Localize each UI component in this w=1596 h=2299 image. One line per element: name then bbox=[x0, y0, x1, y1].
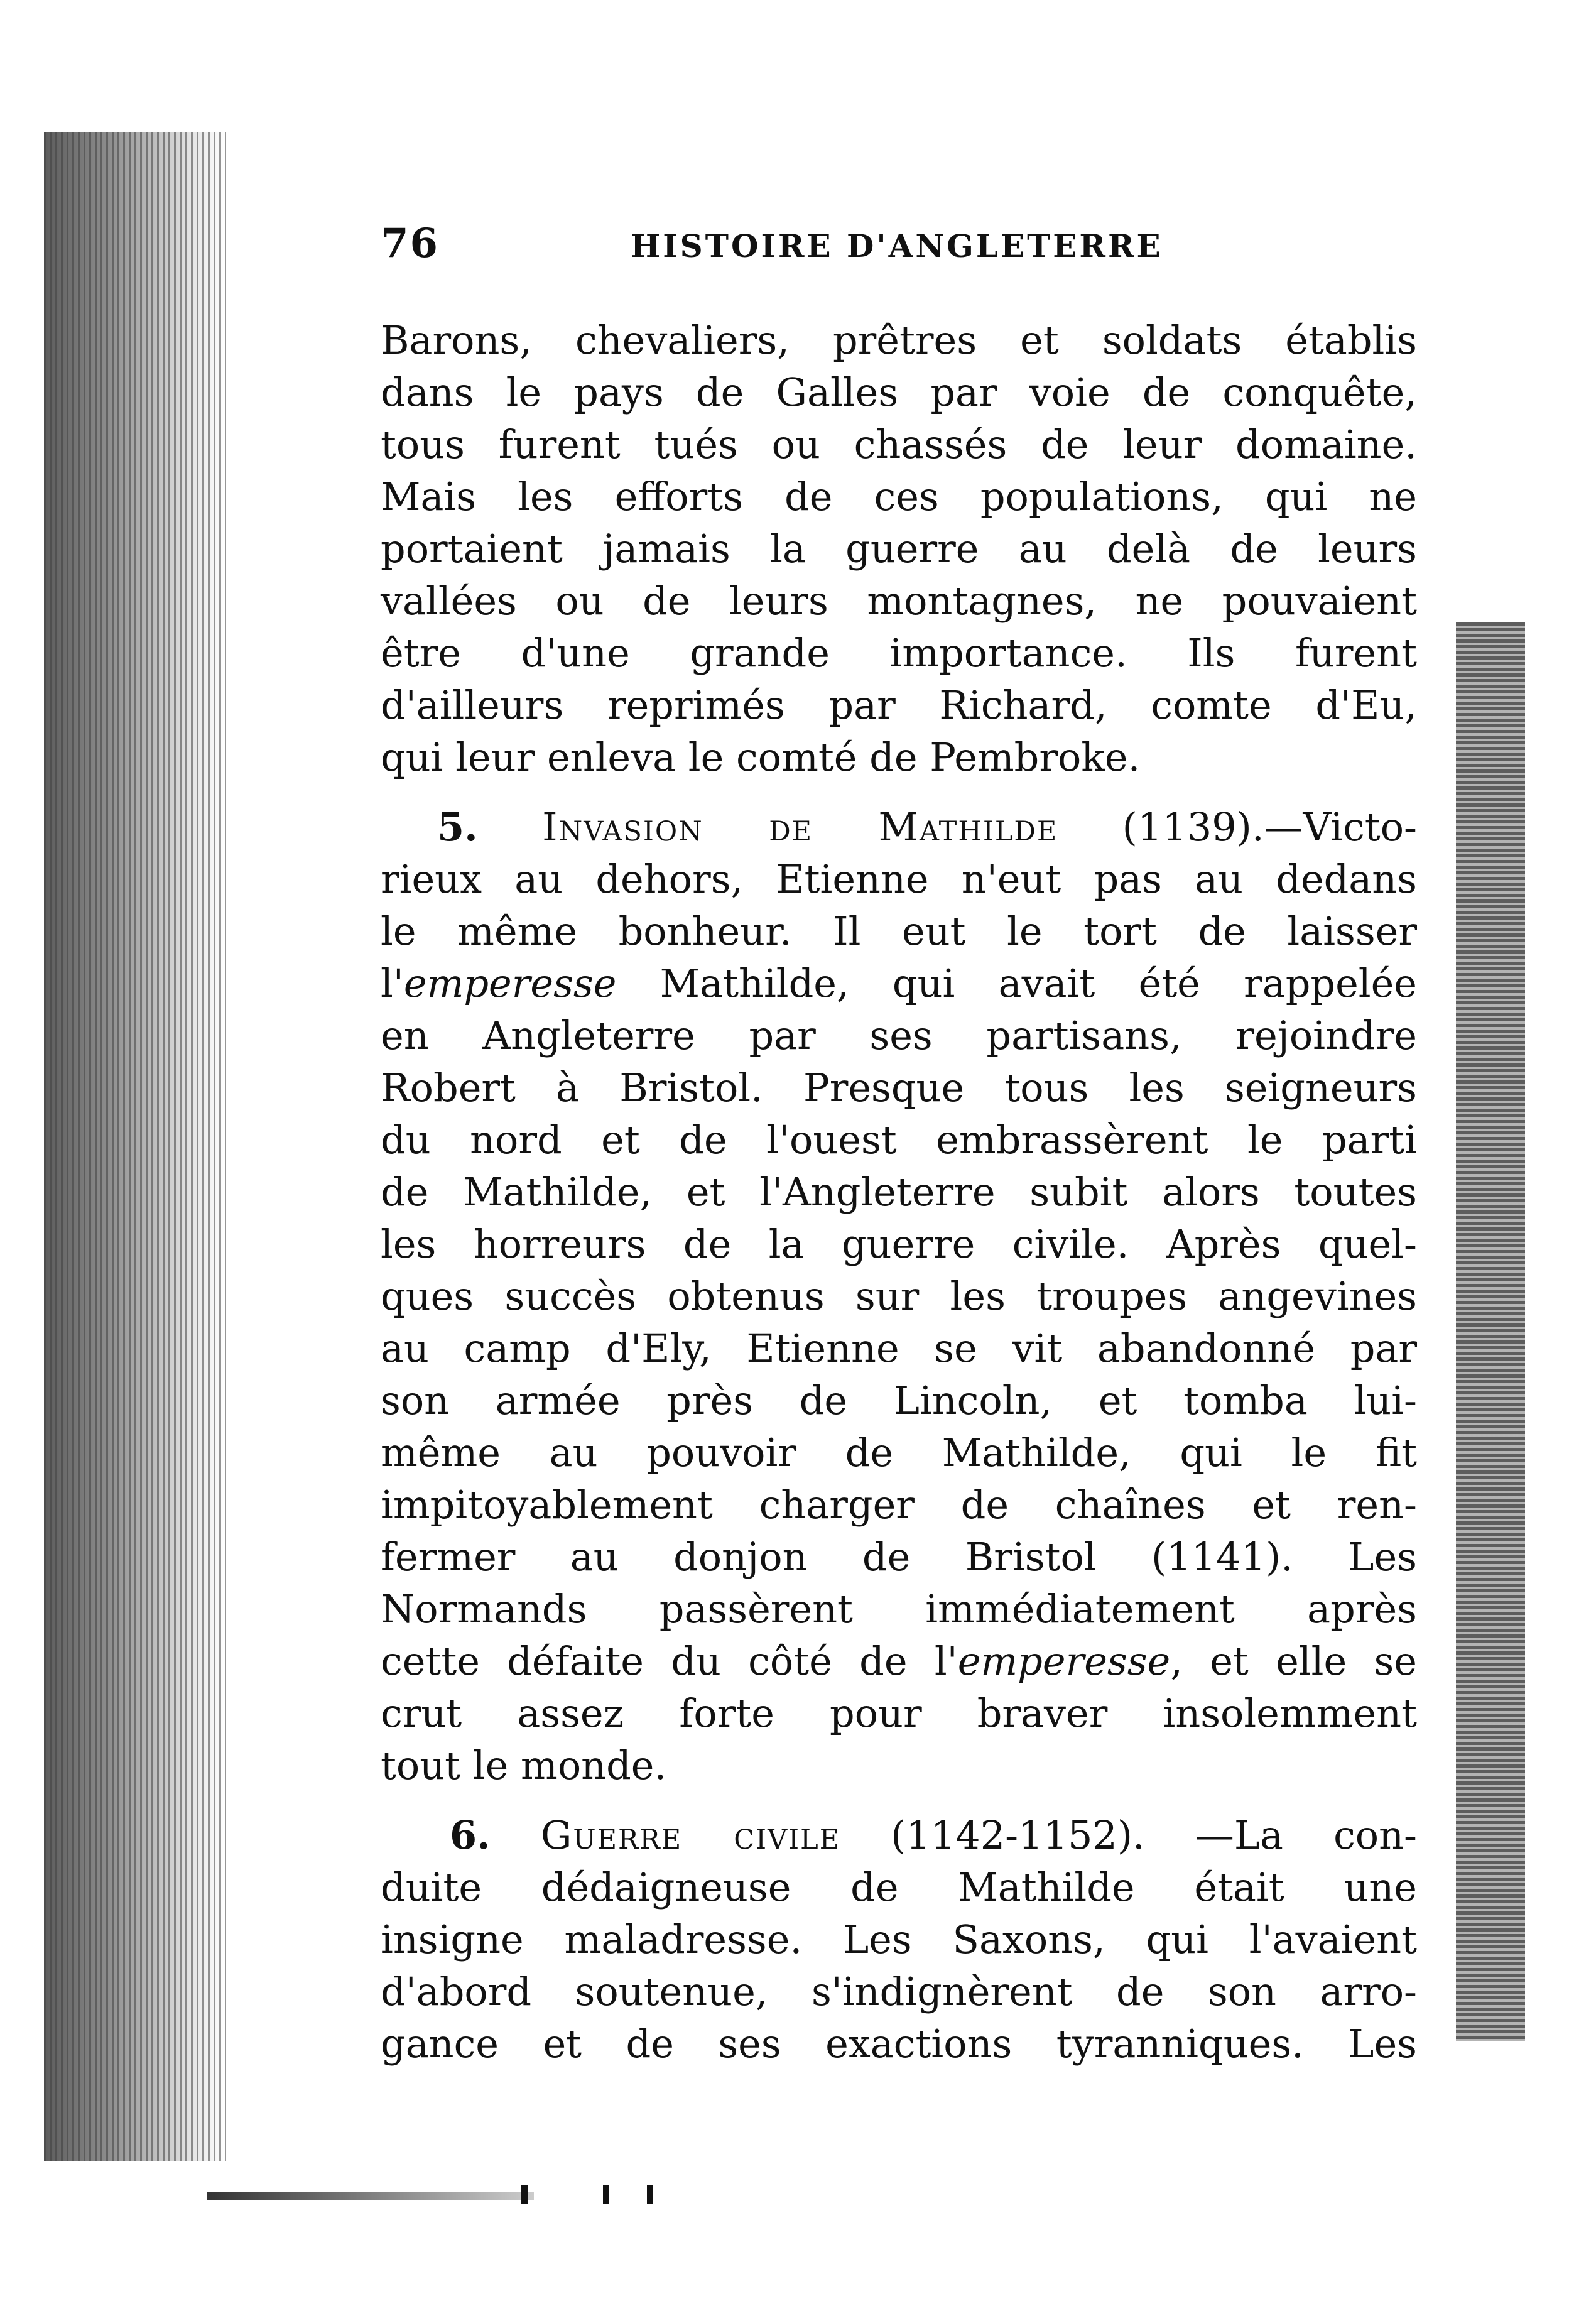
scan-mark bbox=[603, 2185, 609, 2204]
text-line: portaient jamais la guerre au delà de leurs bbox=[381, 526, 1417, 572]
text-line: Mais les efforts de ces populations, qui ne bbox=[381, 474, 1417, 519]
text-line: au camp d'Ely, Etienne se vit abandonné par bbox=[381, 1325, 1417, 1371]
text-fragment: cette défaite du côté de l' bbox=[381, 1638, 958, 1684]
text-line: tous furent tués ou chassés de leur domaine. bbox=[381, 421, 1417, 467]
text-line: Normands passèrent immédiatement après bbox=[381, 1586, 1417, 1632]
text-line bbox=[381, 1635, 1417, 1687]
text-line: de Mathilde, et l'Angleterre subit alors toutes bbox=[381, 1169, 1417, 1215]
body-text bbox=[381, 314, 1417, 2070]
text-line bbox=[381, 957, 1417, 1009]
text-fragment: , et elle se bbox=[1170, 1638, 1417, 1684]
section-number: 5. bbox=[437, 804, 478, 850]
text-line: impitoyablement charger de chaînes et ren- bbox=[381, 1482, 1417, 1528]
text-line: Robert à Bristol. Presque tous les seigneurs bbox=[381, 1065, 1417, 1111]
text-line: insigne maladresse. Les Saxons, qui l'avaient bbox=[381, 1916, 1417, 1962]
section-heading-line bbox=[381, 801, 1417, 853]
section-heading-line bbox=[381, 1809, 1417, 1861]
text-line: dans le pays de Galles par voie de conquête, bbox=[381, 369, 1417, 415]
paragraph bbox=[381, 1809, 1417, 2070]
section-number: 6. bbox=[450, 1812, 491, 1858]
text-line: fermer au donjon de Bristol (1141). Les bbox=[381, 1534, 1417, 1580]
text-line: d'ailleurs reprimés par Richard, comte d'Eu, bbox=[381, 682, 1417, 728]
scan-binding-right bbox=[1456, 622, 1525, 2041]
scan-binding-left bbox=[44, 132, 226, 2161]
running-title: HISTOIRE D'ANGLETERRE bbox=[631, 227, 1163, 264]
scan-mark bbox=[647, 2185, 653, 2204]
text-line: crut assez forte pour braver insolemment bbox=[381, 1690, 1417, 1736]
text-line: du nord et de l'ouest embrassèrent le parti bbox=[381, 1117, 1417, 1163]
italic-word: emperesse bbox=[403, 960, 617, 1006]
text-line: duite dédaigneuse de Mathilde était une bbox=[381, 1864, 1417, 1910]
text-line: même au pouvoir de Mathilde, qui le fit bbox=[381, 1430, 1417, 1476]
section-title: Guerre civile bbox=[540, 1812, 841, 1858]
text-line: Barons, chevaliers, prêtres et soldats établis bbox=[381, 317, 1417, 363]
text-line: être d'une grande importance. Ils furent bbox=[381, 630, 1417, 676]
text-line: gance et de ses exactions tyranniques. Les bbox=[381, 2021, 1417, 2067]
text-line: d'abord soutenue, s'indignèrent de son arro- bbox=[381, 1969, 1417, 2014]
text-line: qui leur enleva le comté de Pembroke. bbox=[381, 734, 1141, 780]
paragraph bbox=[381, 801, 1417, 1791]
section-title: Invasion de Mathilde bbox=[542, 804, 1058, 850]
text-fragment: l' bbox=[381, 960, 404, 1006]
text-line: ques succès obtenus sur les troupes angevines bbox=[381, 1273, 1417, 1319]
text-line: les horreurs de la guerre civile. Après quel- bbox=[381, 1221, 1417, 1267]
text-line: vallées ou de leurs montagnes, ne pouvaient bbox=[381, 578, 1417, 624]
page-number: 76 bbox=[381, 220, 440, 267]
text-line: son armée près de Lincoln, et tomba lui- bbox=[381, 1378, 1417, 1423]
page-header bbox=[381, 220, 1348, 276]
italic-word: emperesse bbox=[957, 1638, 1171, 1684]
text-line: le même bonheur. Il eut le tort de laisser bbox=[381, 908, 1417, 954]
text-fragment: (1139).—Victo- bbox=[1058, 804, 1417, 850]
text-fragment: (1142-1152). —La con- bbox=[840, 1812, 1417, 1858]
text-line: tout le monde. bbox=[381, 1742, 667, 1788]
paragraph bbox=[381, 314, 1417, 783]
text-line: en Angleterre par ses partisans, rejoindre bbox=[381, 1013, 1417, 1058]
scan-mark bbox=[521, 2185, 528, 2204]
text-fragment: Mathilde, qui avait été rappelée bbox=[616, 960, 1417, 1006]
scan-bottom-edge bbox=[207, 2192, 534, 2200]
text-line: rieux au dehors, Etienne n'eut pas au dedans bbox=[381, 856, 1417, 902]
